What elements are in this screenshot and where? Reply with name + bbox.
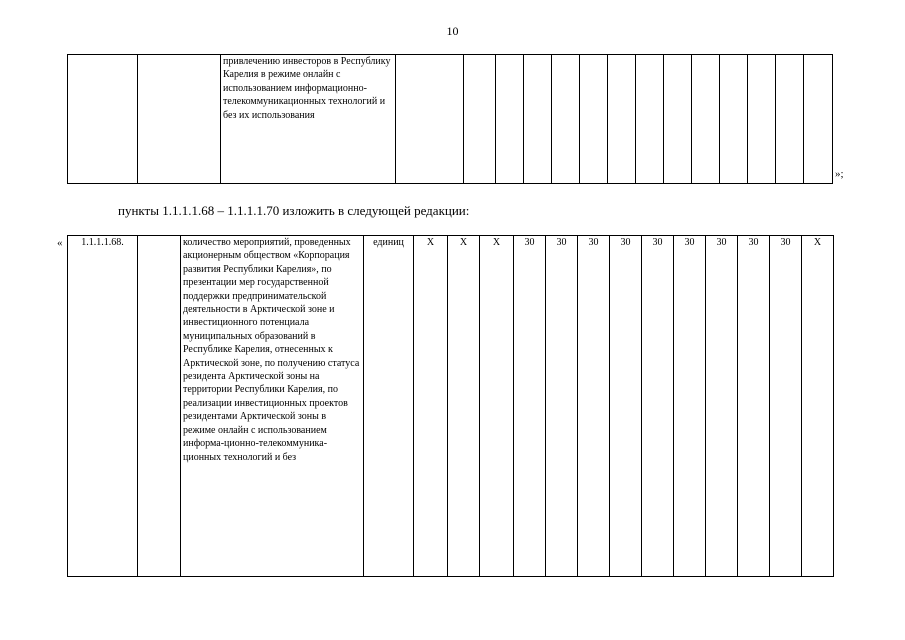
value-cell: 30 <box>610 236 642 577</box>
unit-cell: единиц <box>364 236 414 577</box>
amended-items-table <box>67 235 834 577</box>
table-cell <box>552 55 580 184</box>
closing-quote: »; <box>835 168 844 180</box>
value-cell: 30 <box>706 236 738 577</box>
value-cell: 30 <box>738 236 770 577</box>
value-cell: 30 <box>642 236 674 577</box>
table-cell <box>664 55 692 184</box>
opening-quote: « <box>57 237 63 249</box>
table-cell <box>636 55 664 184</box>
table-cell <box>804 55 833 184</box>
value-cell: 30 <box>578 236 610 577</box>
table-cell <box>692 55 720 184</box>
table-cell <box>748 55 776 184</box>
table-cell <box>524 55 552 184</box>
page-number: 10 <box>446 24 459 38</box>
table-cell <box>580 55 608 184</box>
table-cell <box>138 55 221 184</box>
table-row <box>68 55 833 184</box>
table-cell <box>138 236 181 577</box>
table-continuation <box>67 54 833 184</box>
table-cell <box>496 55 524 184</box>
table-cell <box>68 55 138 184</box>
item-number-cell: 1.1.1.1.68. <box>68 236 138 577</box>
table-cell <box>464 55 496 184</box>
value-cell: X <box>802 236 834 577</box>
value-cell: X <box>414 236 448 577</box>
table-cell <box>776 55 804 184</box>
value-cell: 30 <box>546 236 578 577</box>
indicator-description-cell: количество мероприятий, проведенных акционерным обществом «Корпорация развития Республики Карелия», по презентации мер государственной поддержки предпринимательской деятельности в Арктической зоне и инвестиционного потенциала муниципальных образований в Республике Карелия, отнесенных к Арктической зоне, по получению статуса резидента Арктической зоны на территории Республики Карелия, по реализации инвестиционных проектов резидентами Арктической зоны в режиме онлайн с использованием информа-ционно-телекоммуника-ционных технологий и без <box>181 236 364 577</box>
table-row <box>68 236 834 577</box>
amendment-instruction: пункты 1.1.1.1.68 – 1.1.1.1.70 изложить в следующей редакции: <box>118 203 470 218</box>
value-cell: X <box>448 236 480 577</box>
value-cell: X <box>480 236 514 577</box>
value-cell: 30 <box>770 236 802 577</box>
value-cell: 30 <box>674 236 706 577</box>
table-cell <box>396 55 464 184</box>
table-cell <box>720 55 748 184</box>
value-cell: 30 <box>514 236 546 577</box>
table-cell: привлечению инвесторов в Республику Карелия в режиме онлайн с использованием информационно-телекоммуникационных технологий и без их использования <box>221 55 396 184</box>
table-cell <box>608 55 636 184</box>
